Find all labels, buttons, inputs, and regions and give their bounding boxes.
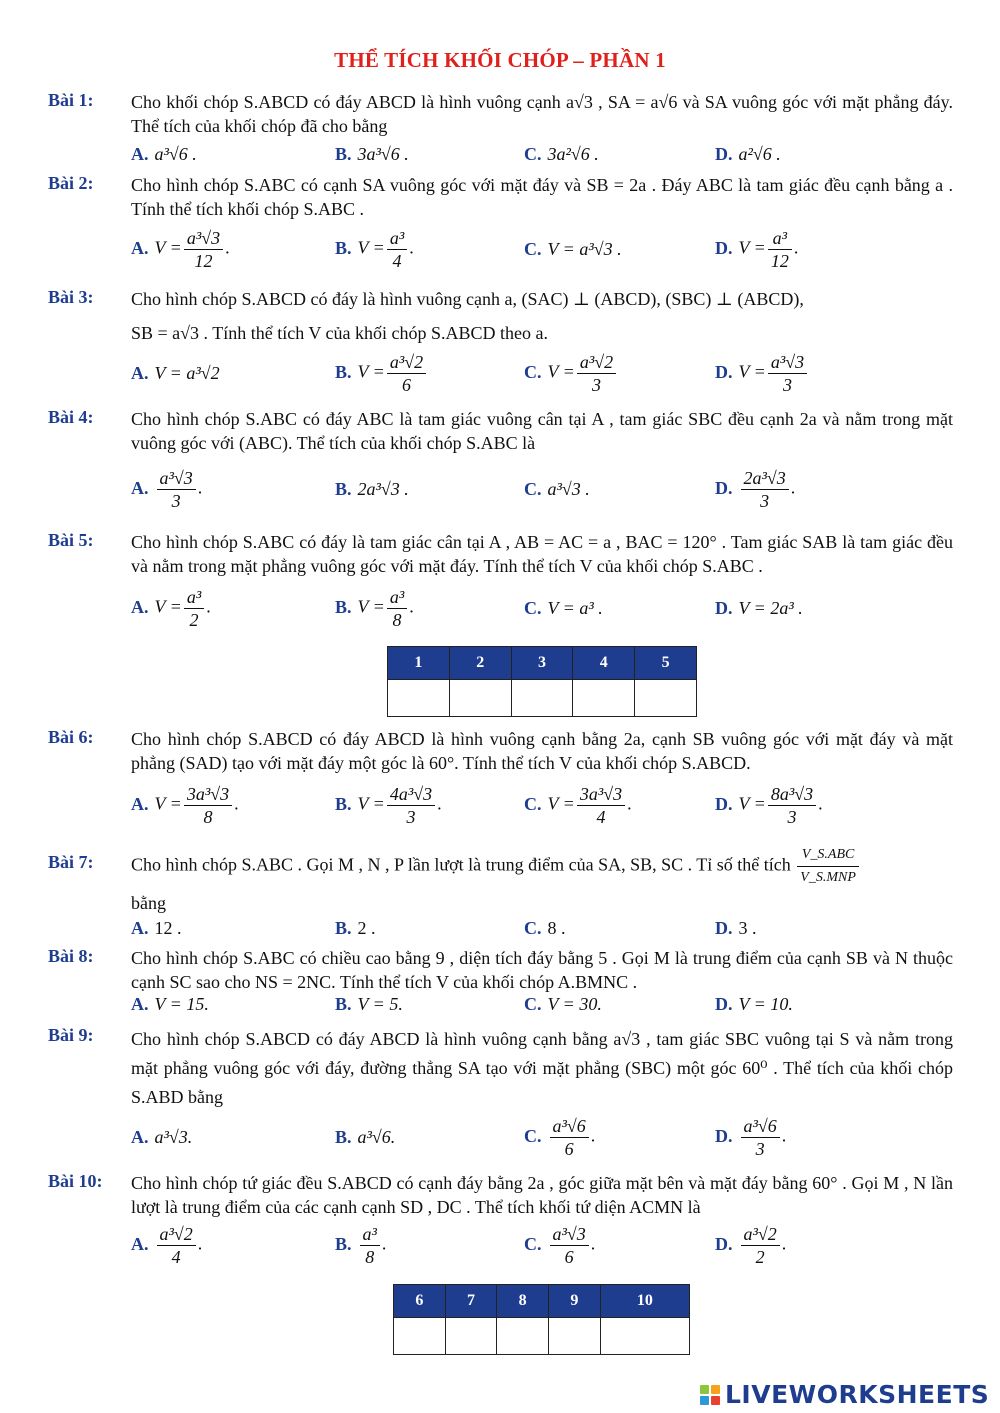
problem-label: Bài 6: bbox=[48, 727, 94, 747]
problem-label: Bài 1: bbox=[48, 90, 94, 110]
page-title: THỂ TÍCH KHỐI CHÓP – PHẦN 1 bbox=[334, 48, 666, 72]
problem-label: Bài 9: bbox=[48, 1025, 94, 1045]
problem-stem: Cho khối chóp S.ABCD có đáy ABCD là hình vuông cạnh a√3 , SA = a√6 và SA vuông góc với mặt phẳng đáy. Thể tích của khối chóp đã cho bằng bbox=[131, 92, 953, 136]
problem-label: Bài 7: bbox=[48, 852, 94, 872]
option-b: B. $\frac{\text{a³}}{8}$ . bbox=[335, 1224, 387, 1267]
table-header-cell: 1 bbox=[388, 647, 450, 680]
option-d: D. a²√6 . bbox=[715, 144, 781, 164]
option-a: A. V = $\frac{\text{3a³√3}}{8}$ . bbox=[131, 784, 239, 827]
option-a: A. V = $\frac{\text{a³√3}}{12}$ . bbox=[131, 228, 230, 271]
problem-4 bbox=[48, 407, 953, 522]
problem-label: Bài 10: bbox=[48, 1171, 103, 1191]
option-d: D. V = $\frac{\text{8a³√3}}{3}$ . bbox=[715, 784, 823, 827]
option-b: B. 2a³√3 . bbox=[335, 479, 409, 499]
problem-stem: Cho hình chóp S.ABC có chiều cao bằng 9 , diện tích đáy bằng 5 . Gọi M là trung điểm của cạnh SB và N thuộc cạnh SC sao cho NS = 2NC. Tính thể tích V của khối chóp A.BMNC . bbox=[131, 948, 953, 992]
option-a: A. V = $\frac{\text{a³}}{2}$ . bbox=[131, 587, 211, 630]
option-d: D. $\frac{\text{2a³√3}}{3}$ . bbox=[715, 468, 796, 511]
table-header-cell: 8 bbox=[497, 1285, 549, 1318]
option-c: C. V = $\frac{\text{a³√2}}{3}$ bbox=[524, 351, 618, 396]
table-header-cell: 2 bbox=[449, 647, 511, 680]
answer-cell-10[interactable] bbox=[600, 1318, 689, 1355]
problem-2 bbox=[48, 173, 953, 283]
option-a: A. a³√3. bbox=[131, 1127, 193, 1147]
answer-cell-2[interactable] bbox=[449, 680, 511, 717]
problem-9 bbox=[48, 1025, 953, 1170]
option-d: D. $\frac{\text{a³√6}}{3}$ . bbox=[715, 1116, 787, 1159]
answer-cell-4[interactable] bbox=[573, 680, 635, 717]
option-a: A. $\frac{\text{a³√2}}{4}$ . bbox=[131, 1224, 203, 1267]
problem-label: Bài 3: bbox=[48, 287, 94, 307]
option-d: D. V = 2a³ . bbox=[715, 598, 803, 618]
option-c: C. V = $\frac{\text{3a³√3}}{4}$ . bbox=[524, 784, 632, 827]
option-d: D. $\frac{\text{a³√2}}{2}$ . bbox=[715, 1224, 787, 1267]
option-c: C. V = 30. bbox=[524, 994, 602, 1014]
option-a: A. 12 . bbox=[131, 918, 182, 938]
option-c: C. a³√3 . bbox=[524, 479, 590, 499]
option-b: B. V = $\frac{\text{4a³√3}}{3}$ . bbox=[335, 784, 442, 827]
problem-1 bbox=[48, 90, 953, 170]
problem-stem: Cho hình chóp S.ABCD có đáy là hình vuông cạnh a, (SAC) ⊥ (ABCD), (SBC) ⊥ (ABCD), SB = a√3 . Tính thể tích V của khối chóp S.ABCD theo a. bbox=[131, 289, 804, 343]
table-header-cell: 5 bbox=[635, 647, 697, 680]
volume-ratio: $\frac{\text{V\_S.ABC}}{\text{V\_S.MNP}}$ bbox=[797, 844, 859, 889]
problem-3 bbox=[48, 287, 953, 407]
answer-cell-3[interactable] bbox=[511, 680, 573, 717]
logo-icon bbox=[700, 1385, 720, 1405]
problem-6 bbox=[48, 727, 953, 837]
problem-5 bbox=[48, 530, 953, 640]
answer-cell-8[interactable] bbox=[497, 1318, 549, 1355]
problem-7 bbox=[48, 844, 953, 944]
option-c: C. 8 . bbox=[524, 918, 566, 938]
answer-cell-6[interactable] bbox=[394, 1318, 446, 1355]
option-d: D. V = $\frac{\text{a³}}{12}$ . bbox=[715, 228, 799, 271]
problem-10 bbox=[48, 1171, 953, 1281]
table-header-cell: 4 bbox=[573, 647, 635, 680]
option-a: A. a³√6 . bbox=[131, 144, 197, 164]
option-b: B. a³√6. bbox=[335, 1127, 396, 1147]
answer-cell-5[interactable] bbox=[635, 680, 697, 717]
answer-cell-7[interactable] bbox=[445, 1318, 497, 1355]
option-d: D. V = $\frac{\text{a³√3}}{3}$ bbox=[715, 351, 809, 396]
problem-stem: Cho hình chóp S.ABC có đáy ABC là tam giác vuông cân tại A , tam giác SBC đều cạnh 2a và nằm trong mặt vuông góc với (ABC). Thể tích của khối chóp S.ABC là bbox=[131, 409, 953, 453]
option-c: C. 3a²√6 . bbox=[524, 144, 599, 164]
option-d: D. 3 . bbox=[715, 918, 757, 938]
option-c: C. V = a³ . bbox=[524, 598, 603, 618]
option-b: B. V = 5. bbox=[335, 994, 403, 1014]
table-header-cell: 10 bbox=[600, 1285, 689, 1318]
answer-cell-9[interactable] bbox=[549, 1318, 601, 1355]
option-c: C. V = a³√3 . bbox=[524, 239, 622, 259]
table-header-cell: 9 bbox=[549, 1285, 601, 1318]
answer-table-2 bbox=[393, 1284, 690, 1355]
table-header-cell: 3 bbox=[511, 647, 573, 680]
problem-stem: Cho hình chóp S.ABCD có đáy ABCD là hình vuông cạnh bằng a√3 , tam giác SBC vuông tại S và nằm trong mặt phẳng vuông góc với đáy, đường thẳng SA tạo với mặt phẳng (SBC) một góc 60⁰ . Thể tích của khối chóp S.ABD bằng bbox=[131, 1029, 953, 1107]
problem-label: Bài 2: bbox=[48, 173, 94, 193]
logo-text: LIVEWORKSHEETS bbox=[725, 1380, 990, 1409]
problem-label: Bài 8: bbox=[48, 946, 94, 966]
problem-stem: Cho hình chóp tứ giác đều S.ABCD có cạnh đáy bằng 2a , góc giữa mặt bên và mặt đáy bằng 60° . Gọi M , N lần lượt là trung điểm của các cạnh cạnh SD , DC . Thể tích khối tứ diện ACMN là bbox=[131, 1173, 953, 1217]
liveworksheets-logo bbox=[700, 1380, 989, 1409]
problem-stem: Cho hình chóp S.ABC có cạnh SA vuông góc với mặt đáy và SB = 2a . Đáy ABC là tam giác đều cạnh bằng a . Tính thể tích khối chóp S.ABC . bbox=[131, 175, 953, 219]
option-b: B. V = $\frac{\text{a³}}{4}$ . bbox=[335, 228, 414, 271]
problem-stem: Cho hình chóp S.ABCD có đáy ABCD là hình vuông cạnh bằng 2a, cạnh SB vuông góc với mặt đáy và mặt phẳng (SAD) tạo với mặt đáy một góc là 60°. Tính thể tích V của khối chóp S.ABCD. bbox=[131, 729, 953, 773]
problem-8 bbox=[48, 946, 953, 1018]
problem-stem: Cho hình chóp S.ABC . Gọi M , N , P lần lượt là trung điểm của SA, SB, SC . Tỉ số thể tích $\frac{\text{V\_S.ABC}}{\text{V\_S.MNP}}$ bằng bbox=[131, 844, 953, 915]
option-b: B. 3a³√6 . bbox=[335, 144, 409, 164]
problem-label: Bài 4: bbox=[48, 407, 94, 427]
table-header-cell: 7 bbox=[445, 1285, 497, 1318]
option-a: A. $\frac{\text{a³√3}}{3}$ . bbox=[131, 468, 203, 511]
problem-stem: Cho hình chóp S.ABC có đáy là tam giác cân tại A , AB = AC = a , BAC = 120° . Tam giác SAB là tam giác đều và nằm trong mặt phẳng vuông góc với mặt đáy. Tính thể tích V của khối chóp S.ABC . bbox=[131, 532, 953, 576]
option-a: A. V = a³√2 bbox=[131, 363, 220, 383]
option-a: A. V = 15. bbox=[131, 994, 209, 1014]
problem-label: Bài 5: bbox=[48, 530, 94, 550]
option-c: C. $\frac{\text{a³√3}}{6}$ . bbox=[524, 1224, 596, 1267]
option-c: C. $\frac{\text{a³√6}}{6}$ . bbox=[524, 1116, 596, 1159]
option-b: B. V = $\frac{\text{a³√2}}{6}$ bbox=[335, 351, 428, 396]
answer-cell-1[interactable] bbox=[388, 680, 450, 717]
answer-table-1 bbox=[387, 646, 697, 717]
option-d: D. V = 10. bbox=[715, 994, 793, 1014]
option-b: B. V = $\frac{\text{a³}}{8}$ . bbox=[335, 587, 414, 630]
option-b: B. 2 . bbox=[335, 918, 376, 938]
table-header-cell: 6 bbox=[394, 1285, 446, 1318]
